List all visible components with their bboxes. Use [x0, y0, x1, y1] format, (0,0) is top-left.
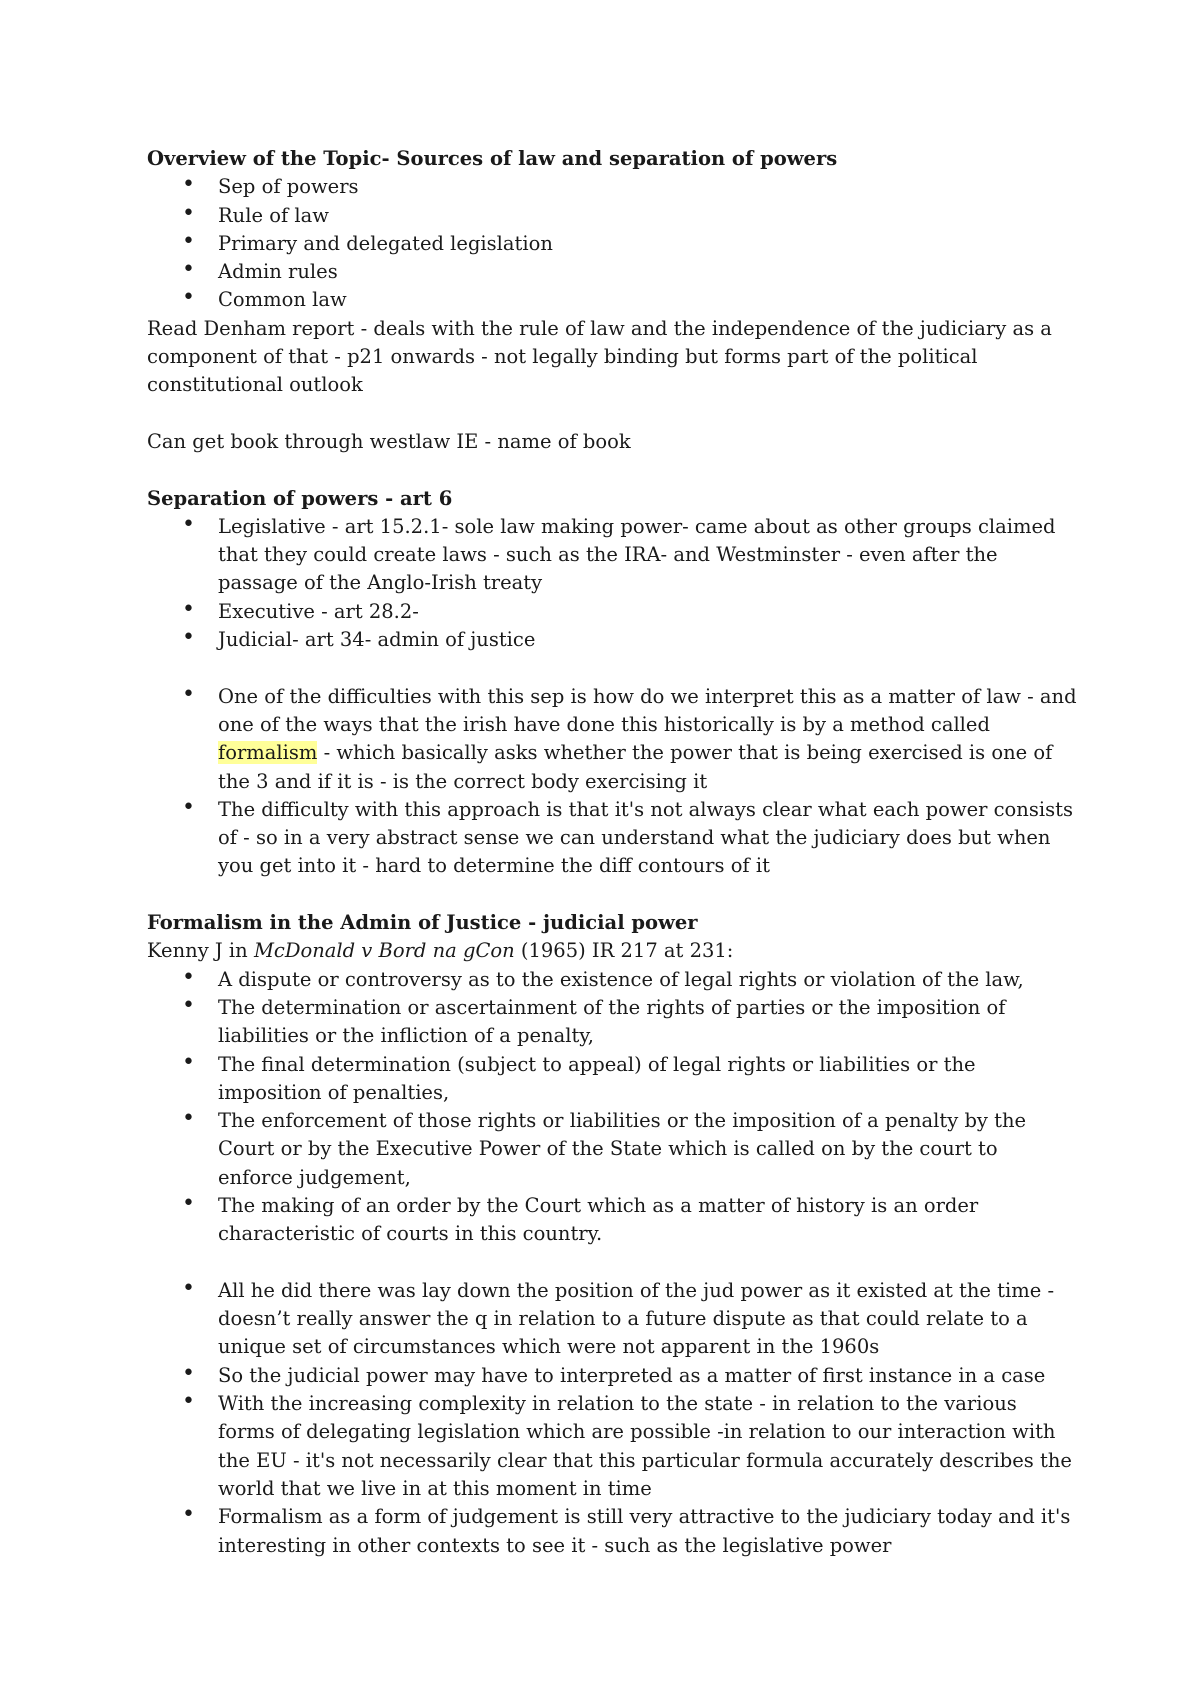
- list-item: • The difficulty with this approach is that it's not always clear what each power consists of - so in a very abstract sense we can understand what the judiciary does but when you get into it - hard to determine the diff contours of it: [147, 796, 1077, 881]
- list-item: • Rule of law: [147, 202, 1077, 230]
- spacer: [147, 654, 1077, 682]
- list-item: • So the judicial power may have to interpreted as a matter of first instance in a case: [147, 1362, 1077, 1390]
- formalism-bullet-list-2: [147, 1277, 1077, 1560]
- denham-report-paragraph: Read Denham report - deals with the rule of law and the independence of the judiciary as a component of that - p21 onwards - not legally binding but forms part of the political constitutional outlook: [147, 316, 1052, 397]
- separation-bullet-list: [147, 513, 1077, 654]
- case-citation: [147, 937, 1077, 965]
- list-item: • Primary and delegated legislation: [147, 230, 1077, 258]
- list-item: • The determination or ascertainment of the rights of parties or the imposition of liabilities or the infliction of a penalty,: [147, 994, 1077, 1051]
- spacer: [147, 456, 1077, 484]
- list-item: • Admin rules: [147, 258, 1077, 286]
- separation-bullet-list-2: [147, 683, 1077, 881]
- bullet-text: One of the difficulties with this sep is how do we interpret this as a matter of law - and one of the ways that the irish have done this historically is by a method called: [218, 684, 1077, 736]
- overview-bullet-list: [147, 173, 1077, 314]
- list-item: • The final determination (subject to appeal) of legal rights or liabilities or the imposition of penalties,: [147, 1051, 1077, 1108]
- list-item: • The enforcement of those rights or liabilities or the imposition of a penalty by the Court or by the Executive Power of the State which is called on by the court to enforce judgement,: [147, 1107, 1077, 1192]
- bullet-text: - which basically asks whether the power that is being exercised is one of the 3 and if it is - is the correct body exercising it: [218, 741, 1053, 793]
- list-item: • The making of an order by the Court which as a matter of history is an order characteristic of courts in this country.: [147, 1192, 1077, 1249]
- list-item: • Legislative - art 15.2.1- sole law making power- came about as other groups claimed that they could create laws - such as the IRA- and Westminster - even after the passage of the Anglo-Irish treaty: [147, 513, 1077, 598]
- section-heading-formalism: Formalism in the Admin of Justice - judicial power: [147, 911, 698, 935]
- spacer: [147, 400, 1077, 428]
- list-item: • Executive - art 28.2-: [147, 598, 1077, 626]
- highlighted-term: formalism: [218, 741, 318, 765]
- list-item: • All he did there was lay down the position of the jud power as it existed at the time - doesn’t really answer the q in relation to a future dispute as that could relate to a unique set of circumstances which were not apparent in the 1960s: [147, 1277, 1077, 1362]
- citation-text: (1965) IR 217 at 231:: [514, 939, 734, 963]
- list-item: [147, 683, 1077, 796]
- list-item: • Common law: [147, 286, 1077, 314]
- document-page: [147, 145, 1077, 1560]
- case-name: McDonald v Bord na gCon: [253, 939, 515, 963]
- citation-text: Kenny J in: [147, 939, 254, 963]
- list-item: • Judicial- art 34- admin of justice: [147, 626, 1077, 654]
- formalism-bullet-list: [147, 966, 1077, 1249]
- list-item: • Sep of powers: [147, 173, 1077, 201]
- westlaw-paragraph: Can get book through westlaw IE - name of book: [147, 429, 631, 453]
- section-heading-overview: Overview of the Topic- Sources of law and separation of powers: [147, 147, 838, 170]
- list-item: • A dispute or controversy as to the existence of legal rights or violation of the law,: [147, 966, 1077, 994]
- spacer: [147, 1249, 1077, 1277]
- list-item: • Formalism as a form of judgement is still very attractive to the judiciary today and it's interesting in other contexts to see it - such as the legislative power: [147, 1503, 1077, 1560]
- section-heading-separation: Separation of powers - art 6: [147, 486, 453, 510]
- spacer: [147, 881, 1077, 909]
- list-item: • With the increasing complexity in relation to the state - in relation to the various forms of delegating legislation which are possible -in relation to our interaction with the EU - it's not necessarily clear that this particular formula accurately describes the world that we live in at this moment in time: [147, 1390, 1077, 1503]
